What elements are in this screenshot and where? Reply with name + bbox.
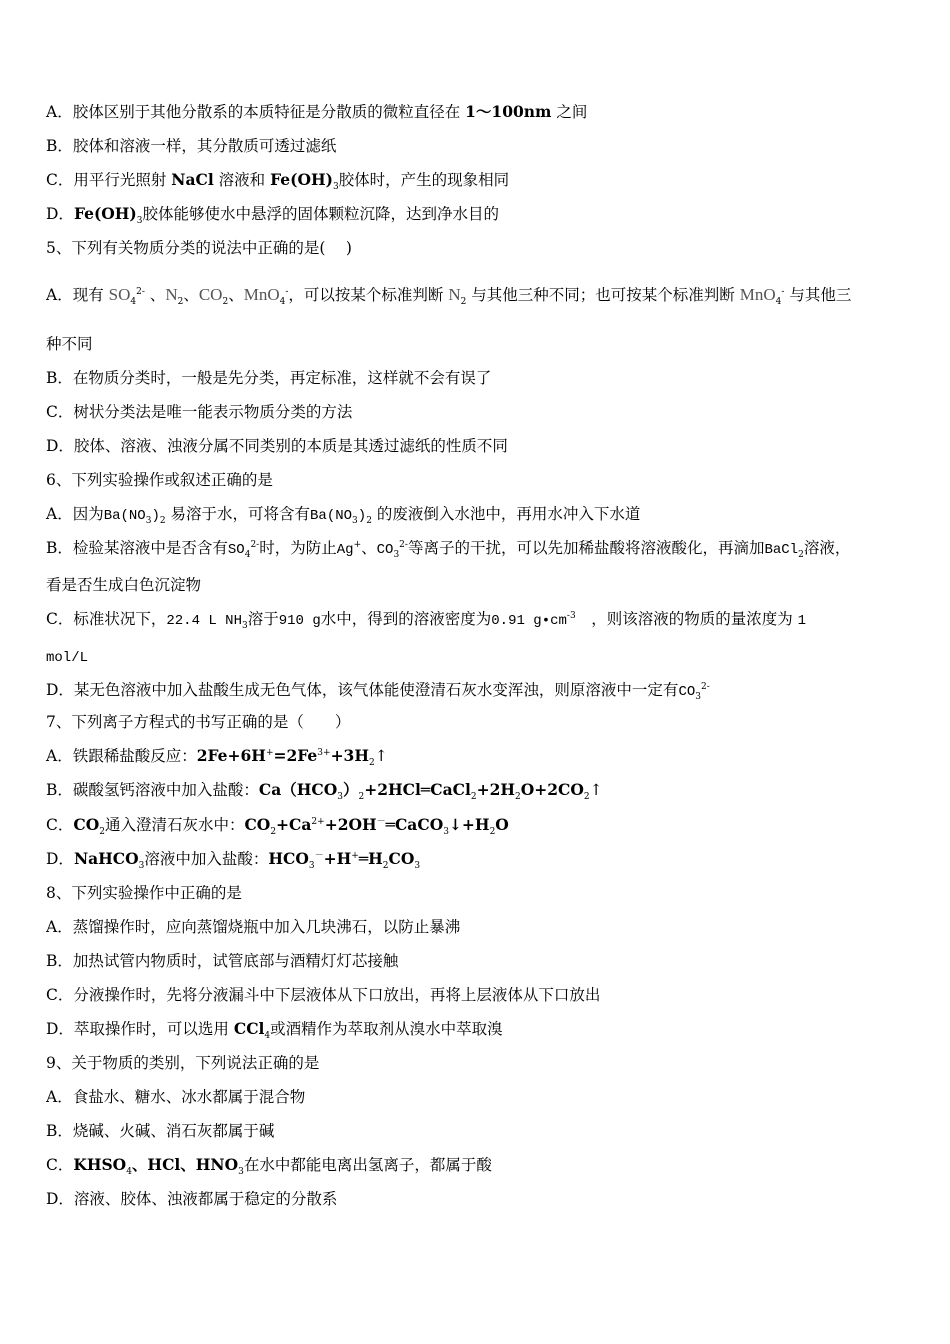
text-run: N	[165, 285, 178, 304]
subscript: 4	[264, 1031, 271, 1042]
text-run: 、	[228, 286, 244, 304]
superscript: -	[781, 286, 785, 297]
text-run: D．溶液、胶体、浊液都属于稳定的分散系	[46, 1190, 338, 1208]
text-run: 8、下列实验操作中正确的是	[46, 884, 242, 902]
text-run: ）	[343, 780, 359, 799]
subscript: 3	[145, 516, 152, 527]
text-run: CO	[73, 815, 100, 834]
text-run: N	[448, 285, 461, 304]
text-run: 等离子的干扰，可以先加稀盐酸将溶液酸化，再滴加	[407, 539, 765, 557]
text-run: B．检验某溶液中是否含有	[46, 539, 228, 557]
subscript: 2	[159, 516, 166, 527]
text-run: CCl	[233, 1019, 265, 1038]
text-run: 2Fe+6H	[196, 746, 266, 765]
text-run: CO	[376, 542, 394, 558]
text-run: 在水中都能电离出氢离子，都属于酸	[243, 1156, 492, 1174]
text-line	[46, 917, 460, 937]
text-line	[46, 1019, 503, 1042]
subscript: 2	[99, 827, 105, 838]
text-run: NaHCO	[73, 849, 139, 868]
superscript: 2-	[700, 681, 710, 692]
text-run: +2OH	[324, 815, 377, 834]
text-line	[46, 136, 336, 156]
superscript: 2+	[311, 816, 325, 827]
text-run: D．胶体、溶液、浊液分属不同类别的本质是其透过滤纸的性质不同	[46, 437, 508, 455]
text-line	[46, 204, 500, 227]
text-run: SO	[108, 285, 131, 304]
text-line	[46, 849, 421, 872]
text-run: C．	[46, 816, 74, 834]
text-run: +H	[323, 849, 352, 868]
text-run: B．加热试管内物质时，试管底部与酒精灯灯芯接触	[46, 952, 399, 970]
text-line	[46, 985, 600, 1005]
superscript: 2-	[250, 539, 260, 550]
text-run: O+2CO	[520, 780, 584, 799]
text-run: A．蒸馏操作时，应向蒸馏烧瓶中加入几块沸石，以防止暴沸	[46, 918, 461, 936]
text-run: 溶液和	[213, 171, 271, 189]
subscript: 3	[242, 621, 248, 632]
text-run: +2HCl═CaCl	[364, 780, 471, 799]
text-run: CO	[198, 285, 223, 304]
text-run: B．胶体和溶液一样，其分散质可透过滤纸	[46, 137, 337, 155]
text-line	[46, 646, 88, 668]
text-run: 或酒精作为萃取剂从溴水中萃取溴	[270, 1020, 503, 1038]
subscript: 3	[352, 516, 358, 527]
subscript: 3	[337, 792, 344, 803]
text-run: O	[495, 815, 509, 834]
superscript: 2-	[136, 286, 145, 297]
text-run: mol/L	[46, 650, 89, 666]
text-line	[46, 504, 640, 526]
text-line	[46, 334, 93, 354]
text-run: A．胶体区别于其他分散系的本质特征是分散质的微粒直径在	[46, 103, 466, 121]
text-run: +Ca	[276, 815, 312, 834]
text-run: 看是否生成白色沉淀物	[46, 576, 202, 594]
subscript: 2	[382, 861, 389, 872]
text-run: ═CaCO	[385, 815, 444, 834]
text-line	[46, 746, 388, 769]
text-line	[46, 170, 510, 193]
text-run: 5、下列有关物质分类的说法中正确的是( )	[46, 239, 352, 257]
text-line	[46, 238, 352, 258]
superscript: -	[285, 286, 289, 297]
text-line	[46, 815, 509, 838]
text-line	[46, 780, 603, 803]
text-run: ↑	[374, 747, 388, 765]
superscript: －	[376, 816, 386, 827]
text-run: CO	[244, 815, 271, 834]
superscript: +	[265, 747, 274, 758]
text-run: A．铁跟稀盐酸反应：	[46, 747, 197, 765]
subscript: 4	[279, 297, 286, 308]
text-line	[46, 575, 201, 595]
text-run: C．	[46, 1156, 74, 1174]
text-run: Ag	[336, 542, 354, 558]
text-line	[46, 368, 491, 388]
text-line	[46, 102, 587, 122]
text-run: D．	[46, 205, 74, 223]
subscript: 2	[270, 827, 277, 838]
text-run: ，则该溶液的物质的量浓度为	[575, 610, 798, 628]
text-run: 之间	[551, 103, 588, 121]
text-run: SO	[227, 542, 245, 558]
subscript: 3	[332, 182, 339, 193]
text-line	[46, 609, 806, 631]
superscript: +	[351, 850, 359, 861]
text-run: 易溶于水，可将含有	[165, 505, 311, 523]
superscript: －	[314, 850, 324, 861]
text-line	[46, 883, 242, 903]
subscript: 4	[130, 297, 137, 308]
subscript: 3	[414, 861, 421, 872]
text-run: 溶液中加入盐酸：	[144, 850, 269, 868]
superscript: 3+	[317, 747, 331, 758]
text-run: A．食盐水、糖水、冰水都属于混合物	[46, 1088, 306, 1106]
text-run: NaCl	[171, 170, 214, 189]
subscript: 2	[366, 516, 372, 527]
text-run: ↓+H	[448, 815, 490, 834]
text-line	[46, 470, 273, 490]
subscript: 3	[238, 1167, 244, 1178]
text-run: 、	[361, 539, 377, 557]
text-run: 、	[144, 286, 166, 304]
text-run: B．烧碱、火碱、消石灰都属于碱	[46, 1122, 275, 1140]
text-run: B．碳酸氢钙溶液中加入盐酸：	[46, 781, 259, 799]
text-run: 胶体能够使水中悬浮的固体颗粒沉降，达到净水目的	[142, 205, 500, 223]
subscript: 2	[460, 297, 467, 308]
subscript: 2	[368, 758, 375, 769]
text-run: 、	[183, 286, 199, 304]
subscript: 4	[775, 297, 782, 308]
text-run: +2H	[476, 780, 515, 799]
text-line	[46, 538, 850, 560]
text-run: 胶体时，产生的现象相同	[338, 171, 510, 189]
text-run: )	[151, 508, 160, 524]
superscript: -3	[566, 610, 576, 621]
text-run: Ba(NO	[103, 508, 146, 524]
text-line	[46, 402, 352, 422]
subscript: 3	[136, 216, 143, 227]
subscript: 2	[222, 297, 229, 308]
text-run: 1～100nm	[465, 102, 552, 121]
text-run: MnO	[739, 285, 776, 304]
text-line	[46, 1087, 305, 1107]
text-run: D．萃取操作时，可以选用	[46, 1020, 234, 1038]
text-run: ，可以按某个标准判断	[288, 286, 449, 304]
subscript: 3	[138, 861, 145, 872]
subscript: 2	[177, 297, 184, 308]
text-line	[46, 1121, 274, 1141]
text-run: )	[357, 508, 367, 524]
text-run: Fe(OH)	[73, 204, 137, 223]
text-run: HCO	[268, 849, 309, 868]
superscript: 2-	[399, 539, 408, 550]
text-run: +3H	[330, 746, 369, 765]
subscript: 4	[244, 550, 251, 561]
subscript: 3	[443, 827, 449, 838]
subscript: 3	[695, 692, 701, 703]
text-run: Ba(NO	[310, 508, 353, 524]
text-run: 溶液，	[803, 539, 851, 557]
text-run: CO	[678, 684, 696, 700]
subscript: 2	[798, 550, 804, 561]
text-run: 910 g	[278, 613, 321, 629]
text-run: ↑	[589, 781, 603, 799]
subscript: 4	[126, 1167, 132, 1178]
text-run: 水中，得到的溶液密度为	[320, 610, 492, 628]
text-run: KHSO	[73, 1155, 127, 1174]
text-run: 7、下列离子方程式的书写正确的是（ ）	[46, 713, 351, 731]
subscript: 2	[470, 792, 477, 803]
text-run: A．因为	[46, 505, 104, 523]
text-run: 的废液倒入水池中，再用水冲入下水道	[371, 505, 641, 523]
text-run: 22.4 L NH	[166, 613, 242, 629]
text-run: 6、下列实验操作或叙述正确的是	[46, 471, 273, 489]
text-run: B．在物质分类时，一般是先分类，再定标准，这样就不会有误了	[46, 369, 492, 387]
text-run: 0.91 g•cm	[491, 613, 567, 629]
text-line	[46, 712, 350, 732]
text-run: C．分液操作时，先将分液漏斗中下层液体从下口放出，再将上层液体从下口放出	[46, 986, 601, 1004]
text-line	[46, 285, 852, 308]
text-line	[46, 436, 508, 456]
text-run: CO	[388, 849, 415, 868]
text-run: D．某无色溶液中加入盐酸生成无色气体，该气体能使澄清石灰水变浑浊，则原溶液中一定有	[46, 681, 679, 699]
text-run: 、HCl、HNO	[131, 1155, 239, 1174]
subscript: 2	[583, 792, 590, 803]
subscript: 2	[358, 792, 365, 803]
text-run: D．	[46, 850, 74, 868]
subscript: 2	[489, 827, 496, 838]
text-line	[46, 1053, 319, 1073]
text-run: 9、关于物质的类别，下列说法正确的是	[46, 1054, 320, 1072]
text-run: 1	[797, 613, 807, 629]
text-run: BaCl	[764, 542, 799, 558]
subscript: 3	[393, 550, 400, 561]
text-run: 溶于	[247, 610, 279, 628]
superscript: +	[353, 539, 362, 550]
text-run: ═H	[358, 849, 383, 868]
text-run: C．树状分类法是唯一能表示物质分类的方法	[46, 403, 353, 421]
text-run: Fe(OH)	[270, 170, 333, 189]
text-run: C．用平行光照射	[46, 171, 172, 189]
text-line	[46, 951, 398, 971]
text-run: C．标准状况下，	[46, 610, 167, 628]
text-run: A．现有	[46, 286, 109, 304]
text-run: 种不同	[46, 335, 93, 353]
subscript: 2	[515, 792, 521, 803]
text-line	[46, 680, 710, 702]
text-run: =2Fe	[273, 746, 318, 765]
text-run: Ca（HCO	[258, 780, 338, 799]
subscript: 3	[308, 861, 315, 872]
text-run: MnO	[243, 285, 280, 304]
text-run: 与其他三	[784, 286, 852, 304]
text-run: 通入澄清石灰水中：	[104, 816, 245, 834]
text-run: 与其他三种不同；也可按某个标准判断	[466, 286, 740, 304]
text-line	[46, 1189, 337, 1209]
text-line	[46, 1155, 492, 1178]
text-run: 时，为防止	[259, 539, 337, 557]
